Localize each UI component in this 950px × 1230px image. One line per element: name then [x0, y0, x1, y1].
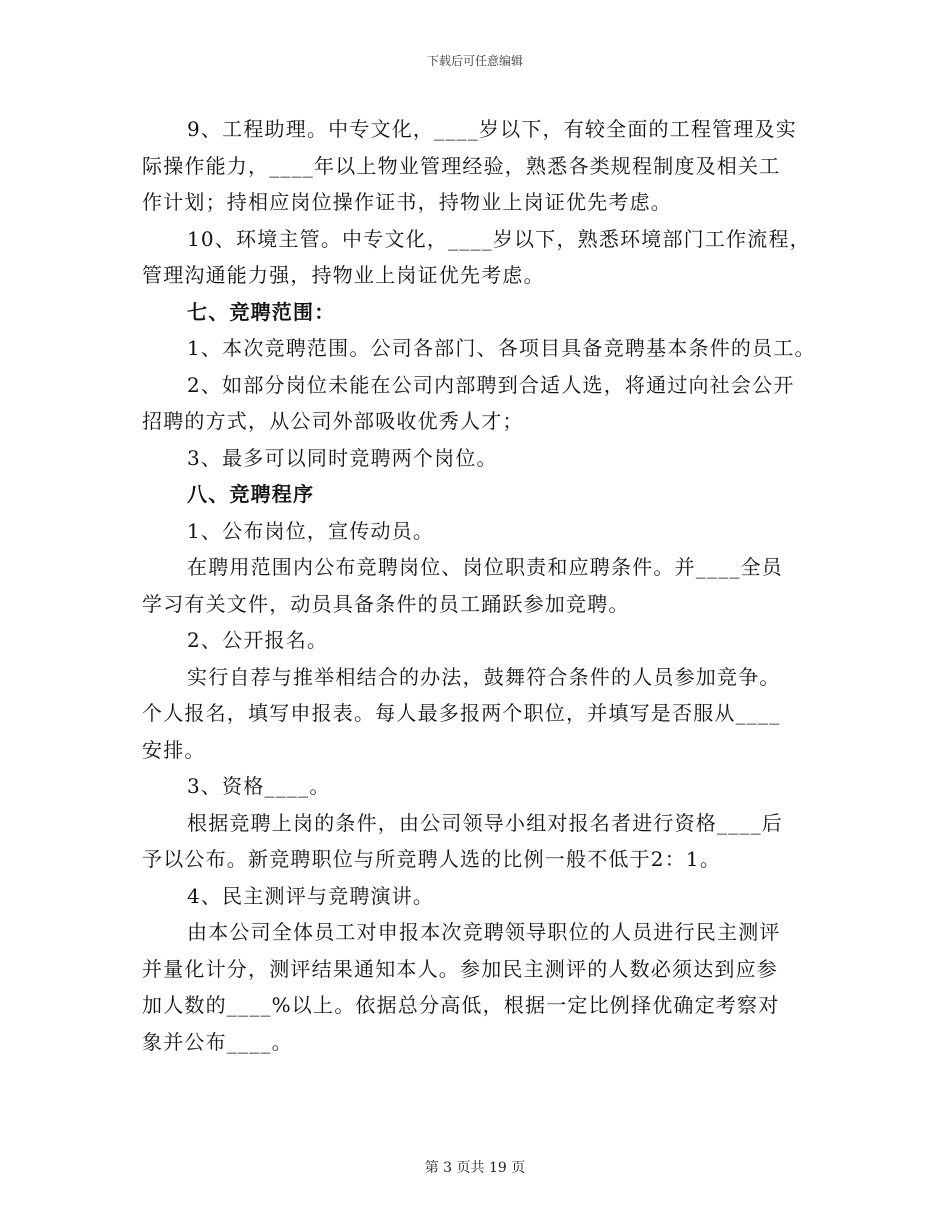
text-line: 予以公布。新竞聘职位与所竞聘人选的比例一般不低于2：1。	[142, 847, 722, 871]
text-line: 3、最多可以同时竞聘两个岗位。	[187, 445, 498, 470]
text-line: 在聘用范围内公布竞聘岗位、岗位职责和应聘条件。并____全员	[187, 555, 783, 579]
text-line: 由本公司全体员工对申报本次竞聘领导职位的人员进行民主测评	[187, 920, 781, 944]
text-line: 2、公开报名。	[187, 628, 329, 652]
text-line: 象并公布____。	[142, 1029, 293, 1054]
page-number: 第 3 页共 19 页	[424, 1160, 526, 1176]
text-line: 际操作能力，____年以上物业管理经验，熟悉各类规程制度及相关工	[142, 153, 781, 178]
text-line: 根据竞聘上岗的条件，由公司领导小组对报名者进行资格____后	[187, 810, 783, 835]
text-line: 个人报名，填写申报表。每人最多报两个职位，并填写是否服从____	[142, 701, 781, 725]
text-line: 并量化计分，测评结果通知本人。参加民主测评的人数必须达到应参	[142, 956, 778, 981]
text-line: 安排。	[142, 737, 206, 762]
text-line: 加人数的____%以上。依据总分高低，根据一定比例择优确定考察对	[142, 993, 780, 1017]
section-heading: 八、竞聘程序	[187, 482, 315, 506]
text-line: 4、民主测评与竞聘演讲。	[187, 883, 435, 908]
text-line: 10、环境主管。中专文化，____岁以下，熟悉环境部门工作流程，	[187, 226, 811, 251]
text-line: 学习有关文件，动员具备条件的员工踊跃参加竞聘。	[142, 591, 630, 616]
text-line: 1、本次竞聘范围。公司各部门、各项目具备竞聘基本条件的员工。	[187, 336, 816, 360]
text-line: 1、公布岗位，宣传动员。	[187, 518, 435, 543]
text-line: 实行自荐与推举相结合的办法，鼓舞符合条件的人员参加竞争。	[187, 664, 781, 689]
text-line: 9、工程助理。中专文化，____岁以下，有较全面的工程管理及实	[187, 117, 797, 141]
document-body	[142, 111, 822, 1060]
text-line: 招聘的方式，从公司外部吸收优秀人才；	[142, 409, 524, 433]
text-line: 作计划；持相应岗位操作证书，持物业上岗证优先考虑。	[142, 190, 672, 214]
text-line: 2、如部分岗位未能在公司内部聘到合适人选，将通过向社会公开	[187, 372, 795, 397]
text-line: 3、资格____。	[187, 774, 331, 798]
page-header: 下载后可任意编辑	[426, 54, 523, 68]
section-heading: 七、竞聘范围：	[187, 299, 336, 324]
text-line: 管理沟通能力强，持物业上岗证优先考虑。	[142, 263, 545, 287]
